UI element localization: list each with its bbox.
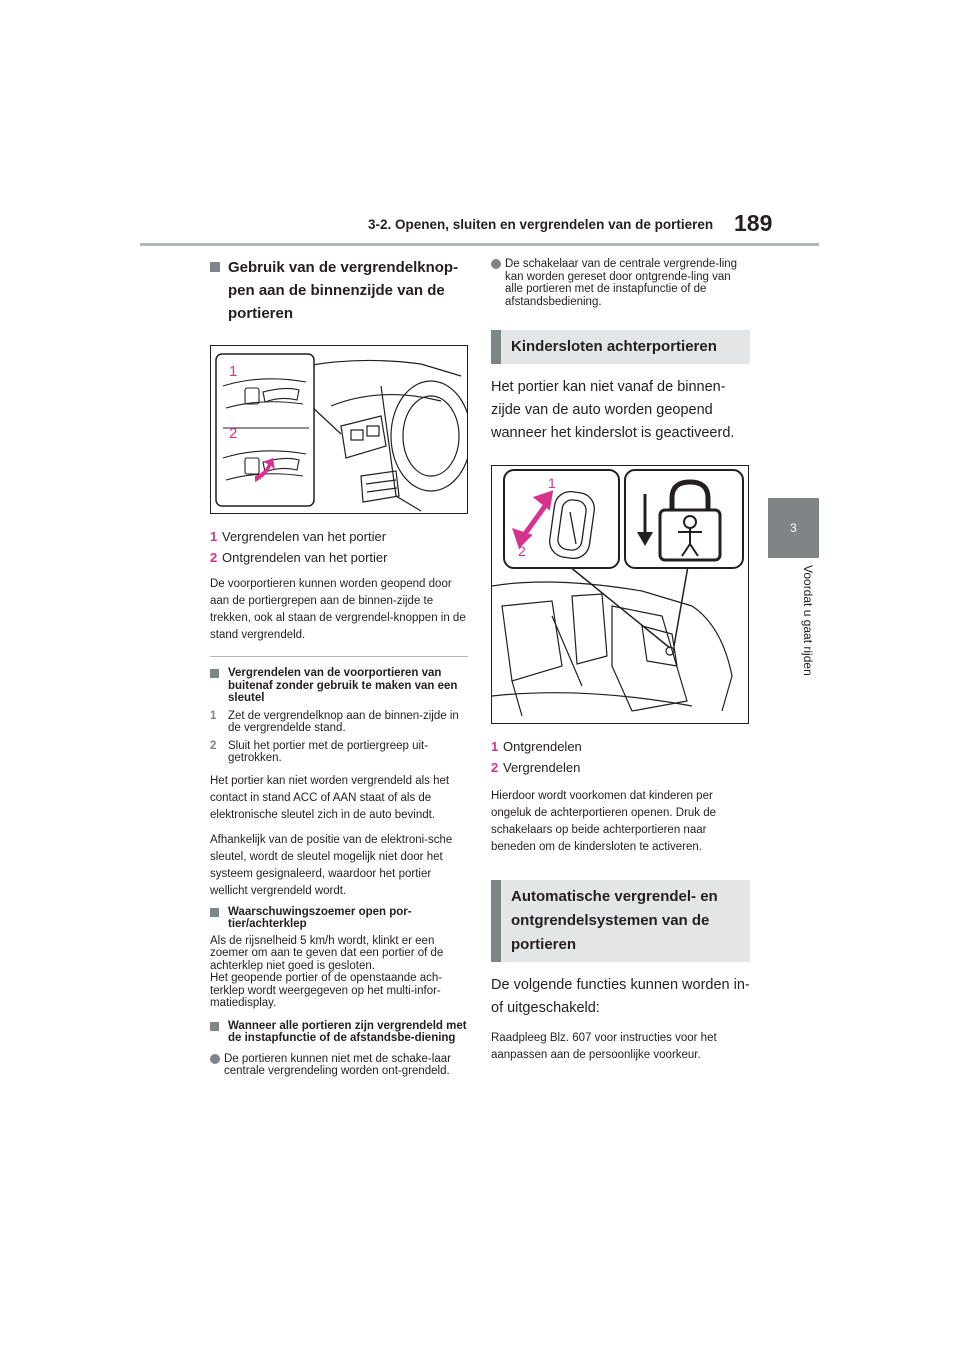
paragraph: Hierdoor wordt voorkomen dat kinderen per ongeluk de achterportieren openen. Druk de schakelaars op beide achterportieren naar beneden om de kindersloten te activeren. xyxy=(491,790,717,853)
paragraph: Het portier kan niet worden vergrendeld als het contact in stand ACC of AAN staat of als de elektronische sleutel zich in de auto bevindt. xyxy=(210,774,450,821)
paragraph: Afhankelijk van de positie van de elektroni-sche sleutel, wordt de sleutel mogelijk niet door het systeem gesignaleerd, waardoor het portier wellicht vergrendeld wordt. xyxy=(210,833,453,897)
list-item xyxy=(210,526,468,547)
item-number: 2 xyxy=(210,550,218,565)
chapter-side-title: Voordat u gaat rijden xyxy=(801,565,815,676)
list-item xyxy=(210,710,468,735)
heading-interior-lock-buttons: Gebruik van de vergrendelknop-pen aan de binnenzijde van de portieren xyxy=(210,256,468,325)
page-number: 189 xyxy=(734,210,773,236)
header-divider xyxy=(140,243,819,246)
heading-lock-from-outside: Vergrendelen van de voorportieren van buitenaf zonder gebruik te maken van een sleutel xyxy=(210,667,468,705)
door-lock-drawing xyxy=(211,346,467,513)
lock-actions-list xyxy=(210,526,468,568)
paragraph: Het geopende portier of de openstaande ach-terklep wordt weergegeven op het multi-infor-matiedisplay. xyxy=(210,972,443,1009)
running-header-section-title: 3-2. Openen, sluiten en vergrendelen van de portieren xyxy=(368,217,714,232)
heading-all-doors-locked: Wanneer alle portieren zijn vergrendeld met de instapfunctie of de afstandsbe-diening xyxy=(210,1020,468,1045)
step-number: 2 xyxy=(210,739,217,752)
list-item xyxy=(491,757,750,778)
item-text: Vergrendelen xyxy=(503,760,581,775)
bullet-item: De portieren kunnen niet met de schake-laar centrale vergrendeling worden ont-grendeld. xyxy=(210,1053,468,1078)
section-title-child-locks: Kindersloten achterportieren xyxy=(491,330,750,364)
list-item xyxy=(210,740,468,765)
right-column xyxy=(491,252,750,1064)
item-text: Ontgrendelen xyxy=(503,739,582,754)
bullet-item: De schakelaar van de centrale vergrende-ling kan worden gereset door ontgrende-ling van alle portieren met de instapfunctie of de afstandsbediening. xyxy=(491,258,750,308)
list-item xyxy=(491,736,750,757)
child-lock-positions-list xyxy=(491,736,750,778)
paragraph: De voorportieren kunnen worden geopend door aan de portiergrepen aan de binnen-zijde te trekken, ook al staan de vergrendel-knoppen in de stand vergrendeld. xyxy=(210,578,466,641)
section-title-auto-lock: Automatische vergrendel- en ontgrendelsystemen van de portieren xyxy=(491,880,750,962)
child-lock-drawing xyxy=(492,466,748,723)
paragraph: Als de rijsnelheid 5 km/h wordt, klinkt er een zoemer om aan te geven dat een portier of de achterklep niet goed is gesloten. xyxy=(210,934,444,972)
item-number: 1 xyxy=(210,529,218,544)
item-number: 2 xyxy=(491,760,499,775)
step-text: Zet de vergrendelknop aan de binnen-zijde in de vergrendelde stand. xyxy=(228,709,459,734)
paragraph: Raadpleeg Blz. 607 voor instructies voor het aanpassen aan de persoonlijke voorkeur. xyxy=(491,1032,717,1061)
chapter-tab: 3 xyxy=(768,498,819,558)
interior-lock-button-illustration xyxy=(210,345,468,514)
heading-warning-buzzer: Waarschuwingszoemer open por-tier/achterklep xyxy=(210,906,468,931)
item-number: 1 xyxy=(491,739,499,754)
step-text: Sluit het portier met de portiergreep uit-getrokken. xyxy=(228,739,429,764)
paragraph: Het portier kan niet vanaf de binnen-zijde van de auto worden geopend wanneer het kinderslot is geactiveerd. xyxy=(491,379,735,441)
step-number: 1 xyxy=(210,709,217,722)
left-column xyxy=(210,252,468,1078)
list-item xyxy=(210,547,468,568)
figure-label-1: 1 xyxy=(229,363,238,380)
figure-label-2: 2 xyxy=(518,543,526,559)
section-divider xyxy=(210,656,468,657)
paragraph: De volgende functies kunnen worden in- of uitgeschakeld: xyxy=(491,977,750,1016)
steps-list xyxy=(210,710,468,765)
figure-label-2: 2 xyxy=(229,425,238,442)
item-text: Ontgrendelen van het portier xyxy=(222,550,388,565)
item-text: Vergrendelen van het portier xyxy=(222,529,387,544)
child-lock-illustration xyxy=(491,465,749,724)
figure-label-1: 1 xyxy=(548,475,556,491)
